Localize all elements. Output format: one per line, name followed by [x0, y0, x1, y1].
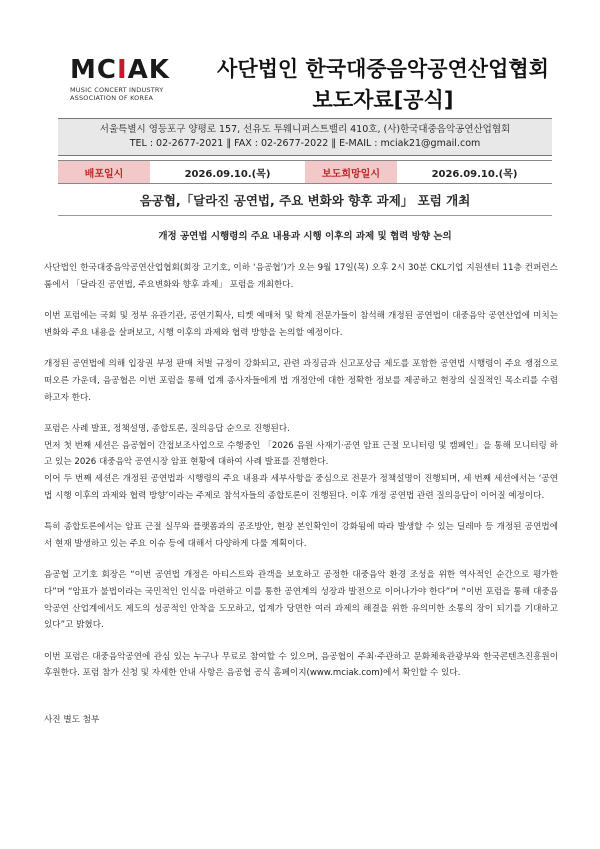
contact-box [58, 118, 552, 156]
address-line: 서울특별시 영등포구 양평로 157, 선유도 투웨니퍼스트밸리 410호, (사)한국대중음악공연산업협회 [99, 124, 511, 135]
subhead: 개정 공연법 시행령의 주요 내용과 시행 이후의 과제 및 협력 방향 논의 [158, 231, 452, 242]
paragraph: 특히 종합토론에서는 암표 근절 실무와 플랫폼과의 공조방안, 현장 본인확인이 강화됨에 따라 발생할 수 있는 딜레마 등 개정된 공연법에서 현재 발생하고 있는 주요 이슈 등에 대해서 다양하게 다룰 계획이다. [44, 522, 558, 549]
paragraph: 이번 포럼에는 국회 및 정부 유관기관, 공연기획사, 티켓 예매처 및 학계 전문가들이 참석해 개정된 공연법이 대중음악 공연산업에 미치는 변화와 주요 내용을 살펴보고, 시행 이후의 과제와 협력 방향을 논의할 예정이다. [44, 311, 558, 338]
paragraph: 먼저 첫 번째 세션은 음공협이 간접보조사업으로 수행중인 「2026 음원 사재기·공연 암표 근절 모니터링 및 캠페인」을 통해 모니터링 하고 있는 2026 대중음악 공연시장 암표 현황에 대하여 사례 발표를 진행한다. [44, 440, 558, 468]
embargo-date-value: 2026.09.10.(목) [431, 168, 518, 180]
headline-divider [58, 215, 552, 216]
paragraph: 이번 포럼은 대중음악공연에 관심 있는 누구나 무료로 참여할 수 있으며, 음공협이 주최·주관하고 문화체육관광부와 한국콘텐츠진흥원이 후원한다. 포럼 참가 신청 및 자세한 안내 사항은 음공협 공식 홈페이지(www.mciak.com)에서 확인할 수 있다. [44, 651, 558, 679]
headline: 음공협,「달라진 공연법, 주요 변화와 향후 과제」 포럼 개최 [139, 193, 471, 208]
org-title: 사단법인 한국대중음악공연산업협회 [217, 57, 549, 81]
contact-line: TEL : 02-2677-2021 ‖ FAX : 02-2677-2022 ‖ E-MAIL : mciak21@gmail.com [129, 138, 481, 149]
logo-subtitle-1: MUSIC CONCERT INDUSTRY [70, 86, 164, 94]
logo-wordmark: MCIAK [70, 55, 170, 85]
attachment-note: 사진 별도 첨부 [44, 714, 100, 725]
paragraph: 포럼은 사례 발표, 정책설명, 종합토론, 질의응답 순으로 진행된다. [44, 424, 290, 435]
paragraph: 개정된 공연법에 의해 입장권 부정 판매 처벌 규정이 강화되고, 관련 과징금과 신고포상금 제도를 포함한 공연법 시행령이 주요 쟁점으로 떠오른 가운데, 음공협은 이번 포럼을 통해 업계 종사자들에게 법 개정안에 대한 정확한 정보를 제공하고 현장의 실질적인 목소리를 수렴하고자 한다. [44, 359, 558, 403]
doc-title: 보도자료[공식] [312, 88, 454, 112]
dates-row [58, 160, 552, 184]
paragraph: 이어 두 번째 세션은 개정된 공연법과 시행령의 주요 내용과 세부사항을 중심으로 전문가 정책설명이 진행되며, 세 번째 세션에서는 ‘공연법 시행 이후의 과제와 협력 방향’이라는 주제로 참석자들의 종합토론이 진행된다. 이후 개정 공연법 관련 질의응답이 이어질 예정이다. [44, 473, 558, 501]
release-date-value: 2026.09.10.(목) [184, 168, 271, 180]
document-header [58, 45, 552, 111]
embargo-date-label: 보도희망일시 [305, 161, 397, 183]
header-titles [208, 55, 558, 115]
article-body [44, 260, 558, 728]
paragraph: 음공협 고기호 회장은 “이번 공연법 개정은 아티스트와 관객을 보호하고 공정한 대중음악 환경 조성을 위한 역사적인 순간으로 평가한다”며 “암표가 불법이라는 국민적인 인식을 마련하고 이를 통한 공연계의 성장과 발전으로 이어나가야 한다”며 “이번 포럼을 통해 대중음악공연 산업계에서도 제도의 성공적인 안착을 도모하고, 업계가 당면한 여러 과제의 해결을 위한 유의미한 소통의 장이 되기를 기대하고 있다”고 밝혔다. [44, 570, 558, 631]
mciak-logo [70, 57, 200, 113]
logo-subtitle-2: ASSOCIATION OF KOREA [70, 94, 154, 102]
paragraph: 사단법인 한국대중음악공연산업협회(회장 고기호, 이하 ‘음공협’)가 오는 9월 17일(목) 오후 2시 30분 CKL기업 지원센터 11층 컨퍼런스룸에서 「달라진 공연법, 주요변화와 향후 과제」 포럼을 개최한다. [44, 263, 558, 290]
release-date-label: 배포일시 [58, 161, 150, 183]
